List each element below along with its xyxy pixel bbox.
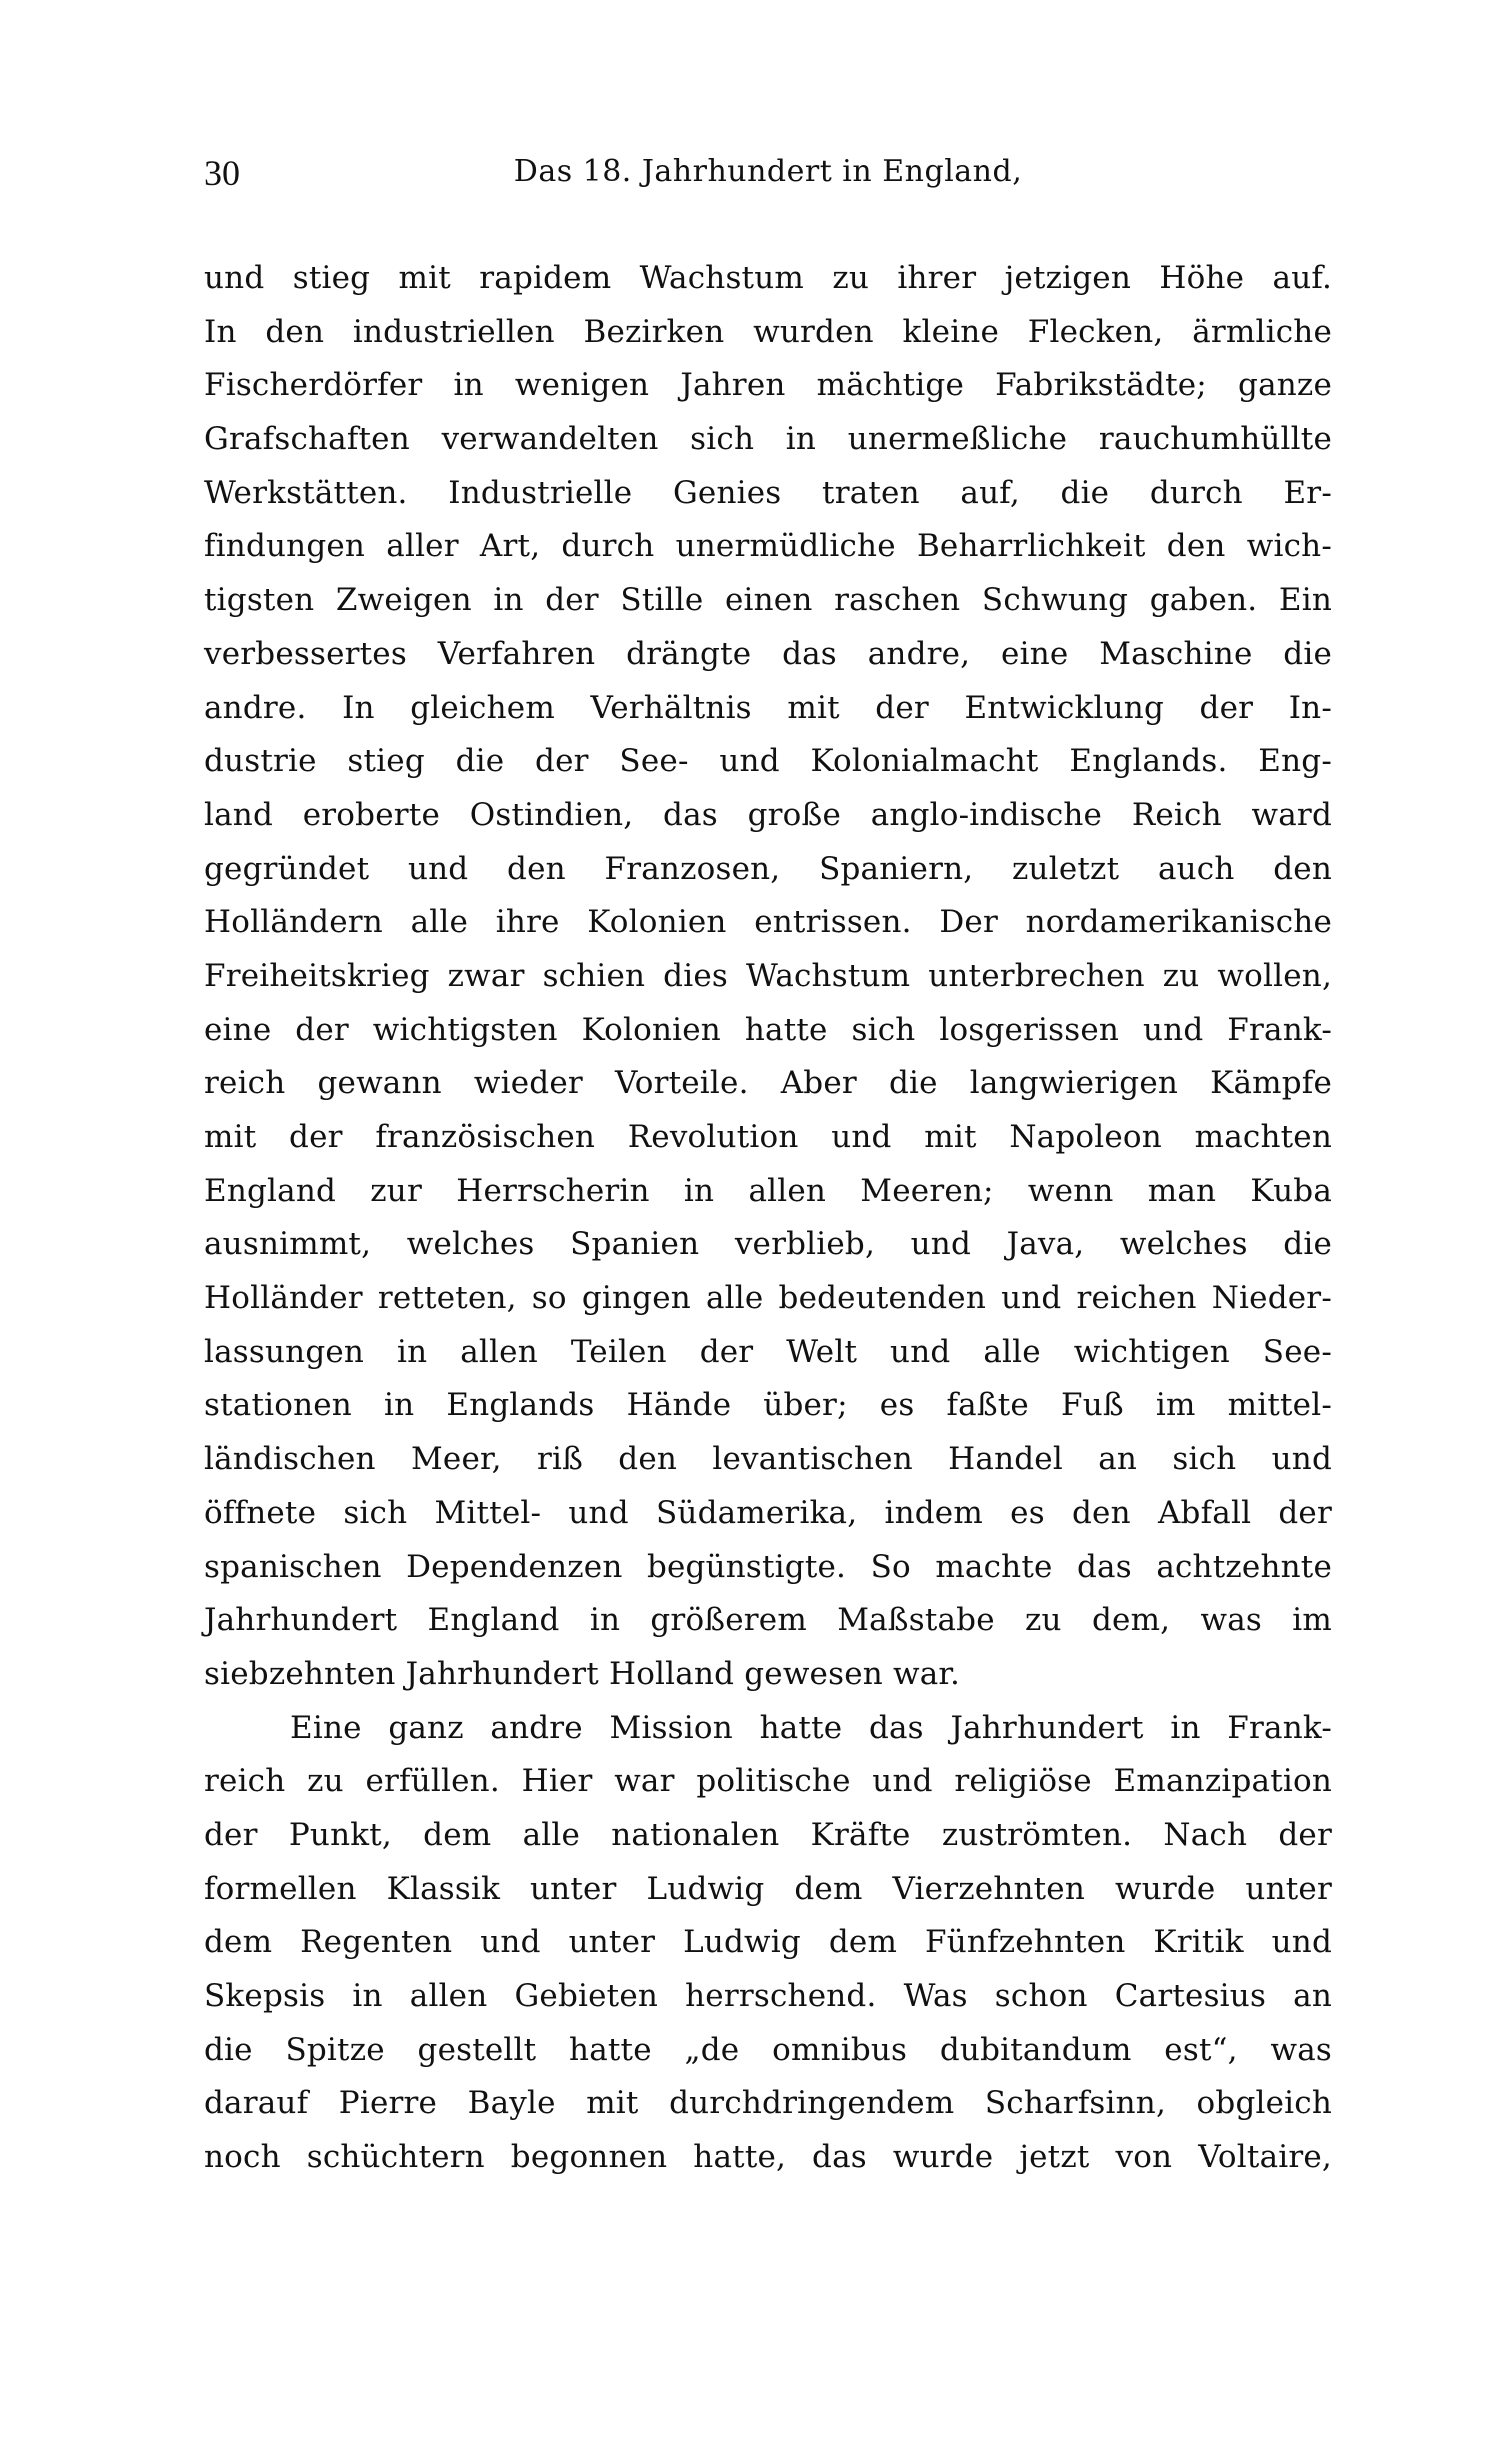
text-line — [204, 1863, 1332, 1917]
text-line-content: tigsten Zweigen in der Stille einen raschen Schwung gaben. Ein — [204, 582, 1332, 619]
page-header — [204, 152, 1332, 202]
text-line — [204, 1218, 1332, 1272]
text-line — [204, 1165, 1332, 1219]
text-line-content: die Spitze gestellt hatte „de omnibus dubitandum est“, was — [204, 2031, 1332, 2068]
text-line-content: Holländern alle ihre Kolonien entrissen. Der nordamerikanische — [204, 904, 1332, 941]
text-line-content: eine der wichtigsten Kolonien hatte sich losgerissen und Frank- — [204, 1011, 1332, 1048]
body-text — [204, 252, 1332, 2185]
text-line-content: Skepsis in allen Gebieten herrschend. Was schon Cartesius an — [204, 1978, 1332, 2014]
text-line — [204, 1111, 1332, 1165]
text-line-content: Eine ganz andre Mission hatte das Jahrhundert in Frank- — [290, 1709, 1332, 1746]
text-line — [204, 1272, 1332, 1326]
text-line-content: öffnete sich Mittel- und Südamerika, indem es den Abfall der — [204, 1494, 1332, 1531]
text-line — [204, 735, 1332, 789]
text-line-content: findungen aller Art, durch unermüdliche Beharrlichkeit den wich- — [204, 528, 1332, 565]
text-line — [204, 950, 1332, 1004]
text-line-content: gegründet und den Franzosen, Spaniern, zuletzt auch den — [204, 850, 1332, 887]
text-line — [204, 306, 1332, 360]
text-line — [204, 2131, 1332, 2185]
text-line — [204, 1648, 1332, 1702]
text-line-content: land eroberte Ostindien, das große anglo-indische Reich ward — [204, 796, 1332, 833]
text-line-content: Jahrhundert England in größerem Maßstabe zu dem, was im — [204, 1602, 1332, 1639]
text-line-content: England zur Herrscherin in allen Meeren; wenn man Kuba — [204, 1172, 1332, 1209]
text-line — [204, 467, 1332, 521]
text-line — [204, 628, 1332, 682]
text-line — [204, 2077, 1332, 2131]
text-line-content: reich zu erfüllen. Hier war politische und religiöse Emanzipation — [204, 1763, 1332, 1800]
text-line — [204, 1004, 1332, 1058]
text-line-content: dem Regenten und unter Ludwig dem Fünfzehnten Kritik und — [204, 1924, 1332, 1961]
text-line — [204, 1379, 1332, 1433]
text-line — [204, 2024, 1332, 2078]
text-line-content: dustrie stieg die der See- und Kolonialmacht Englands. Eng- — [204, 743, 1332, 780]
text-line — [204, 574, 1332, 628]
text-line — [204, 1970, 1332, 2024]
text-line — [204, 1702, 1332, 1756]
text-line — [204, 1326, 1332, 1380]
text-line-content: Werkstätten. Industrielle Genies traten auf, die durch Er- — [204, 474, 1332, 511]
text-line — [204, 1487, 1332, 1541]
text-line-content: ausnimmt, welches Spanien verblieb, und Java, welches die — [204, 1226, 1332, 1263]
text-line-content: lassungen in allen Teilen der Welt und alle wichtigen See- — [204, 1333, 1332, 1370]
text-line-content: Freiheitskrieg zwar schien dies Wachstum unterbrechen zu wollen, — [204, 957, 1332, 994]
text-line-content: verbessertes Verfahren drängte das andre, eine Maschine die — [204, 635, 1332, 672]
text-line-content: siebzehnten Jahrhundert Holland gewesen war. — [204, 1655, 961, 1692]
text-line — [204, 520, 1332, 574]
text-line-content: Holländer retteten, so gingen alle bedeutenden und reichen Nieder- — [204, 1280, 1332, 1317]
text-line — [204, 1916, 1332, 1970]
text-line — [204, 1057, 1332, 1111]
text-line — [204, 1594, 1332, 1648]
text-line-content: Grafschaften verwandelten sich in unermeßliche rauchumhüllte — [204, 421, 1332, 458]
page-number: 30 — [204, 153, 240, 193]
running-title: Das 18. Jahrhundert in England, — [513, 154, 1023, 189]
text-line — [204, 1809, 1332, 1863]
text-line-content: formellen Klassik unter Ludwig dem Vierzehnten wurde unter — [204, 1870, 1332, 1907]
text-line-content: noch schüchtern begonnen hatte, das wurde jetzt von Voltaire, — [204, 2139, 1332, 2176]
text-line — [204, 843, 1332, 897]
text-line — [204, 789, 1332, 843]
text-line — [204, 1433, 1332, 1487]
text-line-content: reich gewann wieder Vorteile. Aber die langwierigen Kämpfe — [204, 1065, 1332, 1102]
text-line-content: ländischen Meer, riß den levantischen Handel an sich und — [204, 1441, 1332, 1478]
text-line — [204, 896, 1332, 950]
text-line-content: darauf Pierre Bayle mit durchdringendem Scharfsinn, obgleich — [204, 2085, 1332, 2122]
text-line — [204, 252, 1332, 306]
text-line — [204, 1755, 1332, 1809]
text-line-content: In den industriellen Bezirken wurden kleine Flecken, ärmliche — [204, 313, 1332, 350]
text-line-content: der Punkt, dem alle nationalen Kräfte zuströmten. Nach der — [204, 1816, 1332, 1853]
text-line-content: spanischen Dependenzen begünstigte. So machte das achtzehnte — [204, 1548, 1332, 1585]
text-line — [204, 682, 1332, 736]
text-line — [204, 413, 1332, 467]
text-line-content: Fischerdörfer in wenigen Jahren mächtige Fabrikstädte; ganze — [204, 367, 1332, 404]
text-line-content: andre. In gleichem Verhältnis mit der Entwicklung der In- — [204, 689, 1332, 726]
text-line-content: und stieg mit rapidem Wachstum zu ihrer jetzigen Höhe auf. — [204, 260, 1332, 296]
text-line — [204, 359, 1332, 413]
text-line-content: stationen in Englands Hände über; es faßte Fuß im mittel- — [204, 1387, 1332, 1424]
text-line — [204, 1541, 1332, 1595]
text-line-content: mit der französischen Revolution und mit Napoleon machten — [204, 1119, 1332, 1155]
